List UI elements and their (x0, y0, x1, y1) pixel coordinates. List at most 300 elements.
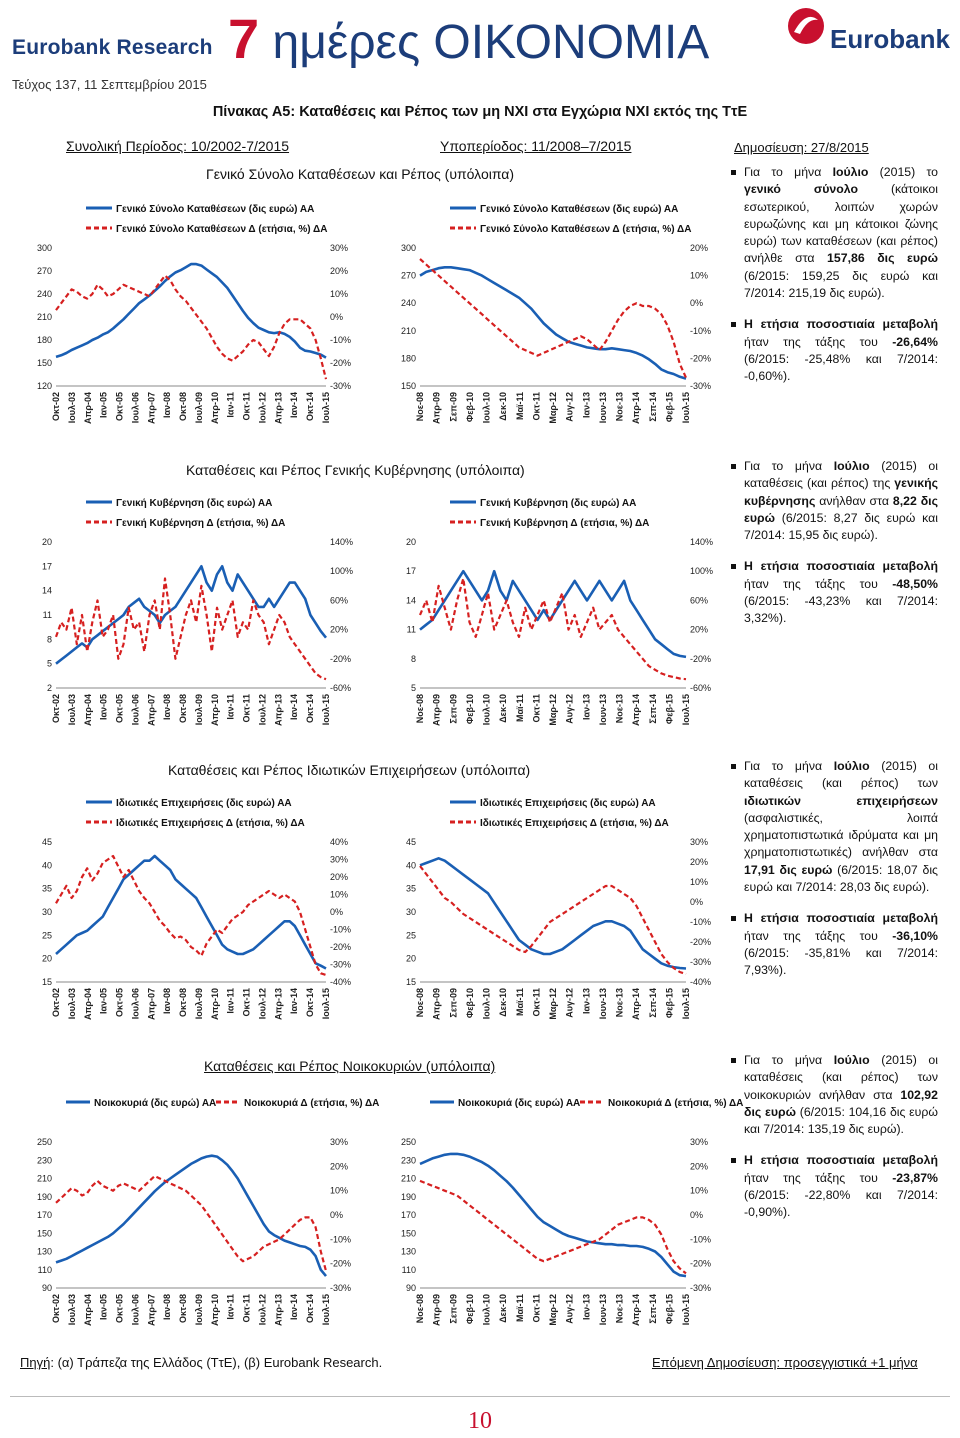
x-tick-label: Μαρ-12 (548, 694, 558, 726)
y-right-tick-label: 20% (690, 243, 709, 253)
legend-change-label: Γενική Κυβέρνηση Δ (ετήσια, %) ΔΑ (480, 518, 650, 529)
y-left-tick-label: 130 (400, 1246, 416, 1257)
y-right-tick-label: -10% (690, 1234, 712, 1245)
series-change-line (420, 259, 686, 378)
legend-change-label: Γενικό Σύνολο Καταθέσεων Δ (ετήσια, %) ΔΑ (116, 224, 328, 235)
chart-total-full (28, 196, 364, 444)
x-tick-label: Ιαν-13 (581, 392, 592, 419)
note-corp (730, 758, 938, 994)
x-tick-label: Οκτ-11 (241, 988, 252, 1017)
x-tick-label: Ιουλ-03 (66, 1294, 77, 1326)
legend-change-label: Νοικοκυριά Δ (ετήσια, %) ΔΑ (244, 1098, 380, 1109)
y-left-tick-label: 40 (41, 860, 52, 871)
x-tick-label: Οκτ-02 (51, 392, 61, 422)
x-tick-label: Νοε-13 (614, 694, 625, 724)
y-left-tick-label: 15 (405, 977, 416, 987)
chart-gov-sub (392, 490, 724, 746)
note-gov (730, 458, 938, 642)
x-tick-label: Νοε-13 (614, 1294, 625, 1324)
legend-change-label: Νοικοκυριά Δ (ετήσια, %) ΔΑ (608, 1098, 744, 1109)
y-right-tick-label: -20% (690, 937, 712, 947)
y-left-tick-label: 40 (405, 860, 416, 871)
x-tick-label: Ιαν-08 (162, 694, 173, 721)
x-tick-label: Οκτ-14 (305, 694, 316, 724)
x-tick-label: Απρ-10 (209, 988, 220, 1020)
publication-date: Δημοσίευση: 27/8/2015 (734, 140, 869, 155)
x-tick-label: Ιαν-14 (289, 694, 300, 721)
y-right-tick-label: 0% (690, 897, 704, 907)
legend-level-label: Νοικοκυριά (δις ευρώ) ΑΑ (458, 1098, 581, 1109)
y-left-tick-label: 20 (405, 537, 416, 547)
note-corp-p2: Η ετήσια ποσοστιαία μεταβολή ήταν της τάξης του -36,10% (6/2015: -35,81% και 7/2014: 7,93%). (744, 910, 938, 979)
x-tick-label: Οκτ-05 (114, 392, 125, 422)
y-right-tick-label: 40% (330, 837, 349, 847)
x-tick-label: Απρ-13 (273, 1294, 284, 1326)
y-left-tick-label: 250 (36, 1137, 52, 1147)
x-tick-label: Φεβ-15 (664, 392, 675, 423)
x-tick-label: Απρ-10 (209, 1294, 220, 1326)
y-right-tick-label: -40% (330, 977, 352, 987)
y-left-tick-label: 230 (36, 1155, 52, 1166)
series-level-line (56, 264, 326, 358)
y-right-tick-label: 20% (690, 624, 709, 635)
series-level-line (420, 571, 686, 657)
x-tick-label: Ιουλ-15 (321, 1294, 331, 1326)
x-tick-label: Ιουλ-06 (130, 988, 141, 1020)
x-tick-label: Απρ-04 (82, 694, 93, 726)
x-tick-label: Ιουλ-10 (481, 392, 492, 424)
x-tick-label: Νοε-08 (415, 1294, 425, 1324)
y-left-tick-label: 11 (42, 610, 52, 620)
y-right-tick-label: -30% (330, 381, 352, 391)
x-tick-label: Ιουλ-12 (257, 1294, 268, 1326)
y-right-tick-label: -60% (690, 683, 712, 693)
x-tick-label: Νοε-08 (415, 392, 425, 422)
y-left-tick-label: 150 (400, 1228, 416, 1239)
x-tick-label: Ιουλ-10 (481, 694, 492, 726)
x-tick-label: Σεπ-09 (448, 694, 459, 724)
x-tick-label: Φεβ-10 (464, 988, 475, 1019)
y-left-tick-label: 20 (41, 537, 52, 547)
y-right-tick-label: -60% (330, 683, 352, 693)
x-tick-label: Σεπ-09 (448, 392, 459, 422)
series-change-line (56, 579, 326, 680)
y-right-tick-label: 0% (690, 298, 704, 309)
y-left-tick-label: 5 (46, 658, 52, 669)
logo-text: Eurobank (830, 24, 950, 54)
x-tick-label: Ιουν-13 (597, 392, 608, 424)
x-tick-label: Ιαν-11 (225, 988, 236, 1014)
x-tick-label: Απρ-13 (273, 988, 284, 1020)
x-tick-label: Νοε-13 (614, 988, 625, 1018)
legend-level-label: Ιδιωτικές Επιχειρήσεις (δις ευρώ) ΑΑ (480, 798, 656, 809)
x-tick-label: Ιουλ-10 (481, 988, 492, 1020)
y-right-tick-label: -30% (690, 1283, 712, 1293)
y-left-tick-label: 110 (37, 1264, 52, 1275)
y-left-tick-label: 210 (400, 1173, 416, 1184)
y-right-tick-label: 0% (330, 1210, 344, 1220)
note-total-p1: Για το μήνα Ιούλιο (2015) το γενικό σύνολο (κάτοικοι εσωτερικού, λοιπών χωρών ευρωζώνης και μη κάτοικοι ζώνης ευρώ) των καταθέσεων (και ρέπος) ανήλθε στα 157,86 δις ευρώ (6/2015: 159,25 δις ευρώ και 7/2014: 215,19 δις ευρώ). (744, 164, 938, 302)
y-right-tick-label: 100% (690, 566, 714, 577)
y-left-tick-label: 150 (36, 358, 52, 368)
x-tick-label: Απρ-04 (82, 988, 93, 1020)
x-tick-label: Απρ-04 (82, 1294, 93, 1326)
x-tick-label: Μαϊ-11 (514, 988, 525, 1017)
y-left-tick-label: 230 (400, 1155, 416, 1166)
x-tick-label: Ιουλ-15 (321, 694, 331, 726)
x-tick-label: Ιαν-05 (98, 988, 109, 1015)
x-tick-label: Απρ-07 (146, 988, 157, 1020)
series-level-line (420, 1154, 686, 1276)
y-right-tick-label: 100% (330, 566, 354, 577)
section-title-corp: Καταθέσεις και Ρέπος Ιδιωτικών Επιχειρήσεων (υπόλοιπα) (168, 762, 531, 778)
y-left-tick-label: 25 (41, 930, 52, 941)
y-right-tick-label: -20% (330, 1258, 352, 1269)
x-tick-label: Αυγ-12 (564, 988, 575, 1018)
x-tick-label: Απρ-07 (146, 392, 157, 424)
table-title: Πίνακας Α5: Καταθέσεις και Ρέπος των μη ΝΧΙ στα Εγχώρια ΝΧΙ εκτός της ΤτΕ (212, 104, 748, 120)
y-right-tick-label: 60% (690, 595, 709, 606)
legend-change-label: Γενική Κυβέρνηση Δ (ετήσια, %) ΔΑ (116, 518, 286, 529)
y-right-tick-label: 10% (690, 877, 709, 887)
y-right-tick-label: 30% (330, 243, 349, 253)
x-tick-label: Σεπ-09 (448, 988, 459, 1018)
x-tick-label: Απρ-09 (431, 1294, 442, 1326)
y-left-tick-label: 45 (405, 837, 416, 847)
x-tick-label: Ιουλ-09 (193, 392, 204, 424)
y-right-tick-label: -10% (330, 1234, 352, 1245)
note-gov-p1: Για το μήνα Ιούλιο (2015) οι καταθέσεις (και ρέπος) της γενικής κυβέρνησης ανήλθαν στα 8,22 δις ευρώ (6/2015: 8,27 δις ευρώ και 7/2014: 15,95 δις ευρώ). (744, 458, 938, 544)
legend-level-label: Νοικοκυριά (δις ευρώ) ΑΑ (94, 1098, 217, 1109)
legend-change-label: Γενικό Σύνολο Καταθέσεων Δ (ετήσια, %) ΔΑ (480, 224, 692, 235)
y-right-tick-label: 20% (690, 857, 709, 867)
x-tick-label: Δεκ-10 (498, 988, 509, 1017)
x-tick-label: Οκτ-11 (531, 1294, 542, 1323)
y-left-tick-label: 30 (405, 907, 416, 917)
y-right-tick-label: 140% (690, 537, 714, 547)
x-tick-label: Δεκ-10 (498, 392, 509, 421)
x-tick-label: Ιαν-05 (98, 694, 109, 721)
y-right-tick-label: 10% (330, 889, 349, 900)
x-tick-label: Οκτ-11 (531, 694, 542, 723)
x-tick-label: Δεκ-10 (498, 1294, 509, 1323)
y-left-tick-label: 17 (405, 566, 416, 577)
x-tick-label: Ιουλ-12 (257, 392, 268, 424)
y-right-tick-label: -20% (690, 653, 712, 664)
y-left-tick-label: 250 (400, 1137, 416, 1147)
x-tick-label: Οκτ-11 (241, 694, 252, 723)
note-gov-p2: Η ετήσια ποσοστιαία μεταβολή ήταν της τάξης του -48,50% (6/2015: -43,23% και 7/2014: 3,32%). (744, 558, 938, 627)
y-right-tick-label: 0% (330, 312, 344, 322)
x-tick-label: Οκτ-08 (178, 1294, 189, 1324)
x-tick-label: Ιαν-13 (581, 988, 592, 1015)
x-tick-label: Ιουλ-03 (66, 988, 77, 1020)
x-tick-label: Ιουλ-06 (130, 392, 141, 424)
x-tick-label: Ιαν-11 (225, 392, 236, 418)
y-right-tick-label: 60% (330, 595, 349, 606)
y-left-tick-label: 300 (36, 243, 52, 253)
x-tick-label: Απρ-09 (431, 392, 442, 424)
x-tick-label: Φεβ-10 (464, 392, 475, 423)
x-tick-label: Ιουλ-10 (481, 1294, 492, 1326)
x-tick-label: Ιουλ-03 (66, 392, 77, 424)
y-right-tick-label: 10% (330, 289, 349, 299)
x-tick-label: Ιουλ-03 (66, 694, 77, 726)
footer-divider (10, 1396, 950, 1397)
x-tick-label: Ιαν-08 (162, 1294, 173, 1321)
x-tick-label: Ιαν-08 (162, 392, 173, 419)
y-left-tick-label: 20 (41, 953, 52, 964)
x-tick-label: Οκτ-08 (178, 392, 189, 422)
y-left-tick-label: 130 (36, 1246, 52, 1257)
y-right-tick-label: 30% (330, 1137, 349, 1147)
y-left-tick-label: 270 (36, 266, 52, 276)
x-tick-label: Νοε-13 (614, 392, 625, 422)
y-left-tick-label: 14 (405, 595, 416, 606)
y-left-tick-label: 120 (36, 381, 52, 391)
chart-corp-full (28, 790, 364, 1040)
x-tick-label: Ιουλ-09 (193, 1294, 204, 1326)
y-left-tick-label: 190 (400, 1191, 416, 1202)
x-tick-label: Ιουλ-12 (257, 694, 268, 726)
x-tick-label: Ιαν-14 (289, 392, 300, 419)
x-tick-label: Νοε-08 (415, 694, 425, 724)
brand-left: Eurobank Research (12, 36, 213, 59)
x-tick-label: Σεπ-14 (647, 988, 658, 1018)
y-left-tick-label: 8 (410, 653, 416, 664)
x-tick-label: Απρ-09 (431, 694, 442, 726)
x-tick-label: Απρ-09 (431, 988, 442, 1020)
y-left-tick-label: 90 (405, 1283, 416, 1293)
x-tick-label: Απρ-14 (631, 988, 642, 1020)
x-tick-label: Οκτ-05 (114, 988, 125, 1018)
x-tick-label: Ιαν-11 (225, 1294, 236, 1320)
x-tick-label: Νοε-08 (415, 988, 425, 1018)
y-left-tick-label: 240 (36, 289, 52, 299)
legend-level-label: Ιδιωτικές Επιχειρήσεις (δις ευρώ) ΑΑ (116, 798, 292, 809)
series-change-line (56, 276, 326, 380)
y-left-tick-label: 170 (400, 1210, 416, 1220)
x-tick-label: Απρ-14 (631, 1294, 642, 1326)
x-tick-label: Φεβ-10 (464, 1294, 475, 1325)
y-left-tick-label: 150 (36, 1228, 52, 1239)
y-right-tick-label: 10% (690, 270, 709, 281)
x-tick-label: Σεπ-14 (647, 694, 658, 724)
x-tick-label: Ιουλ-15 (321, 392, 331, 424)
y-left-tick-label: 17 (41, 561, 52, 572)
x-tick-label: Ιαν-14 (289, 1294, 300, 1321)
x-tick-label: Ιουλ-15 (681, 1294, 691, 1326)
x-tick-label: Ιουλ-09 (193, 988, 204, 1020)
publication-title-number: 7 (228, 7, 260, 70)
x-tick-label: Ιουν-13 (597, 1294, 608, 1326)
x-tick-label: Σεπ-14 (647, 1294, 658, 1324)
y-right-tick-label: -10% (330, 335, 352, 345)
x-tick-label: Οκτ-02 (51, 988, 61, 1018)
x-tick-label: Αυγ-12 (564, 392, 575, 422)
x-tick-label: Ιουν-13 (597, 988, 608, 1020)
legend-change-label: Ιδιωτικές Επιχειρήσεις Δ (ετήσια, %) ΔΑ (116, 818, 305, 829)
y-right-tick-label: -30% (690, 957, 712, 967)
x-tick-label: Μαρ-12 (548, 988, 558, 1020)
y-left-tick-label: 210 (400, 325, 416, 336)
x-tick-label: Οκτ-11 (531, 392, 542, 421)
publication-title (228, 6, 709, 71)
section-title-households: Καταθέσεις και Ρέπος Νοικοκυριών (υπόλοιπα) (204, 1058, 496, 1074)
y-left-tick-label: 180 (400, 353, 416, 364)
x-tick-label: Οκτ-14 (305, 988, 316, 1018)
y-left-tick-label: 2 (46, 683, 52, 693)
x-tick-label: Μαϊ-11 (514, 694, 525, 723)
chart-corp-sub (392, 790, 724, 1040)
x-tick-label: Ιουν-13 (597, 694, 608, 726)
y-left-tick-label: 20 (405, 953, 416, 964)
y-right-tick-label: 20% (330, 266, 349, 276)
y-right-tick-label: -20% (690, 353, 712, 364)
x-tick-label: Ιουλ-15 (681, 694, 691, 726)
y-left-tick-label: 210 (36, 1173, 52, 1184)
y-right-tick-label: 20% (330, 872, 349, 882)
series-change-line (56, 856, 326, 975)
note-households (730, 1052, 938, 1236)
x-tick-label: Ιαν-05 (98, 392, 109, 419)
y-right-tick-label: 20% (330, 1161, 349, 1172)
x-tick-label: Απρ-14 (631, 694, 642, 726)
legend-level-label: Γενική Κυβέρνηση (δις ευρώ) ΑΑ (116, 498, 273, 509)
x-tick-label: Οκτ-02 (51, 1294, 61, 1324)
x-tick-label: Φεβ-10 (464, 694, 475, 725)
series-level-line (420, 267, 686, 378)
x-tick-label: Οκτ-14 (305, 392, 316, 422)
x-tick-label: Απρ-04 (82, 392, 93, 424)
x-tick-label: Απρ-07 (146, 694, 157, 726)
x-tick-label: Οκτ-11 (241, 1294, 252, 1323)
y-left-tick-label: 270 (400, 270, 416, 281)
note-total-p2: Η ετήσια ποσοστιαία μεταβολή ήταν της τάξης του -26,64% (6/2015: -25,48% και 7/2014: -0,60%). (744, 316, 938, 385)
x-tick-label: Αυγ-12 (564, 694, 575, 724)
x-tick-label: Οκτ-11 (531, 988, 542, 1017)
y-right-tick-label: 20% (330, 624, 349, 635)
chart-gov-full (28, 490, 364, 746)
y-left-tick-label: 11 (406, 624, 416, 635)
x-tick-label: Οκτ-11 (241, 392, 252, 421)
y-left-tick-label: 8 (46, 634, 52, 645)
legend-level-label: Γενική Κυβέρνηση (δις ευρώ) ΑΑ (480, 498, 637, 509)
note-corp-p1: Για το μήνα Ιούλιο (2015) οι καταθέσεις (και ρέπος) των ιδιωτικών επιχειρήσεων (ασφαλιστικές, λοιπά χρηματοπιστωτικά ιδρύματα και μη χρηματοπιστωτικές) ανήλθαν στα 17,91 δις ευρώ (6/2015: 18,07 δις ευρώ και 7/2014: 28,03 δις ευρώ). (744, 758, 938, 896)
note-households-p2: Η ετήσια ποσοστιαία μεταβολή ήταν της τάξης του -23,87% (6/2015: -22,80% και 7/2014: -0,90%). (744, 1152, 938, 1221)
y-left-tick-label: 35 (405, 883, 416, 894)
y-right-tick-label: -20% (330, 942, 352, 952)
x-tick-label: Ιουλ-06 (130, 1294, 141, 1326)
footer-source-text: : (α) Τράπεζα της Ελλάδος (ΤτΕ), (β) Eurobank Research. (50, 1355, 383, 1370)
x-tick-label: Απρ-10 (209, 392, 220, 424)
y-left-tick-label: 150 (400, 381, 416, 391)
y-left-tick-label: 90 (41, 1283, 52, 1293)
x-tick-label: Οκτ-08 (178, 694, 189, 724)
x-tick-label: Οκτ-05 (114, 694, 125, 724)
section-title-gov: Καταθέσεις και Ρέπος Γενικής Κυβέρνησης (υπόλοιπα) (186, 462, 525, 478)
x-tick-label: Σεπ-09 (448, 1294, 459, 1324)
y-left-tick-label: 45 (41, 837, 52, 847)
y-left-tick-label: 190 (36, 1191, 52, 1202)
chart-households-sub (392, 1090, 744, 1346)
eurobank-logo-icon (786, 6, 826, 46)
series-level-line (56, 856, 326, 969)
footer-source-label: Πηγή (20, 1355, 51, 1370)
period-sub: Υποπερίοδος: 11/2008–7/2015 (440, 138, 632, 154)
y-left-tick-label: 180 (36, 335, 52, 345)
note-households-p1: Για το μήνα Ιούλιο (2015) οι καταθέσεις (και ρέπος) των νοικοκυριών ανήλθαν στα 102,92 δις ευρώ (6/2015: 104,16 δις ευρώ και 7/2014: 135,19 δις ευρώ). (744, 1052, 938, 1138)
x-tick-label: Αυγ-12 (564, 1294, 575, 1324)
footer-next-publication: Επόμενη Δημοσίευση: προσεγγιστικά +1 μήνα (652, 1355, 918, 1370)
x-tick-label: Ιουλ-09 (193, 694, 204, 726)
x-tick-label: Ιουλ-15 (681, 392, 691, 424)
y-right-tick-label: -30% (330, 959, 352, 970)
x-tick-label: Οκτ-05 (114, 1294, 125, 1324)
y-left-tick-label: 30 (41, 907, 52, 917)
x-tick-label: Ιαν-13 (581, 694, 592, 721)
series-level-line (56, 1156, 326, 1276)
x-tick-label: Φεβ-15 (664, 988, 675, 1019)
page-number: 10 (468, 1408, 492, 1434)
y-right-tick-label: -30% (690, 381, 712, 391)
x-tick-label: Ιαν-05 (98, 1294, 109, 1321)
series-change-line (420, 579, 686, 680)
section-title-total: Γενικό Σύνολο Καταθέσεων και Ρέπος (υπόλοιπα) (206, 166, 515, 182)
x-tick-label: Ιουλ-15 (321, 988, 331, 1020)
series-change-line (420, 866, 686, 974)
y-right-tick-label: 30% (690, 837, 709, 847)
y-right-tick-label: 10% (330, 1185, 349, 1196)
x-tick-label: Μαρ-12 (548, 1294, 558, 1326)
chart-households-full (28, 1090, 380, 1346)
x-tick-label: Μαϊ-11 (514, 1294, 525, 1323)
x-tick-label: Ιουλ-06 (130, 694, 141, 726)
y-left-tick-label: 5 (410, 683, 416, 693)
x-tick-label: Ιαν-11 (225, 694, 236, 720)
x-tick-label: Απρ-13 (273, 694, 284, 726)
y-left-tick-label: 240 (400, 298, 416, 309)
y-right-tick-label: -20% (330, 653, 352, 664)
y-left-tick-label: 210 (36, 312, 52, 322)
x-tick-label: Ιουλ-12 (257, 988, 268, 1020)
period-total: Συνολική Περίοδος: 10/2002-7/2015 (66, 138, 290, 154)
y-right-tick-label: -20% (330, 358, 352, 368)
y-right-tick-label: 10% (690, 1185, 709, 1196)
legend-level-label: Γενικό Σύνολο Καταθέσεων (δις ευρώ) ΑΑ (116, 204, 315, 215)
publication-title-text: ημέρες ΟΙΚΟΝΟΜΙΑ (259, 16, 710, 69)
y-right-tick-label: 0% (330, 907, 344, 917)
y-left-tick-label: 300 (400, 243, 416, 253)
y-right-tick-label: 0% (690, 1210, 704, 1220)
series-change-line (56, 1176, 326, 1271)
x-tick-label: Οκτ-02 (51, 694, 61, 724)
y-right-tick-label: 30% (330, 854, 349, 865)
x-tick-label: Ιαν-13 (581, 1294, 592, 1321)
legend-change-label: Ιδιωτικές Επιχειρήσεις Δ (ετήσια, %) ΔΑ (480, 818, 669, 829)
x-tick-label: Απρ-07 (146, 1294, 157, 1326)
x-tick-label: Απρ-14 (631, 392, 642, 424)
x-tick-label: Μαρ-12 (548, 392, 558, 424)
chart-total-sub (392, 196, 724, 444)
y-right-tick-label: -10% (330, 924, 352, 935)
y-left-tick-label: 170 (36, 1210, 52, 1220)
y-left-tick-label: 14 (41, 585, 52, 596)
x-tick-label: Φεβ-15 (664, 1294, 675, 1325)
x-tick-label: Οκτ-14 (305, 1294, 316, 1324)
y-left-tick-label: 110 (401, 1264, 416, 1275)
x-tick-label: Απρ-13 (273, 392, 284, 424)
